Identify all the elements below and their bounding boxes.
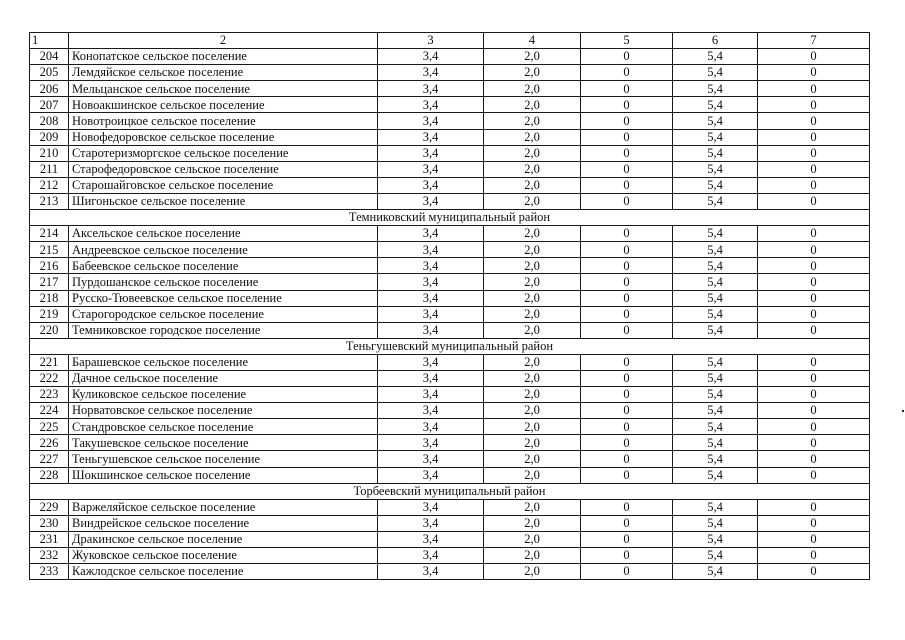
value-col-7: 0 [758, 467, 870, 483]
value-col-6: 5,4 [673, 290, 758, 306]
value-col-5: 0 [581, 548, 673, 564]
table-row [30, 97, 870, 113]
value-col-6: 5,4 [673, 161, 758, 177]
value-col-5: 0 [581, 403, 673, 419]
row-number: 222 [30, 370, 69, 386]
row-number: 229 [30, 499, 69, 515]
table-row [30, 113, 870, 129]
district-title: Теньгушевский муниципальный район [30, 338, 870, 354]
value-col-3: 3,4 [378, 290, 484, 306]
value-col-3: 3,4 [378, 387, 484, 403]
row-number: 221 [30, 354, 69, 370]
settlement-name: Русско-Тювеевское сельское поселение [69, 290, 378, 306]
value-col-5: 0 [581, 290, 673, 306]
value-col-6: 5,4 [673, 226, 758, 242]
value-col-7: 0 [758, 145, 870, 161]
header-cell-5: 5 [581, 33, 673, 49]
value-col-4: 2,0 [484, 113, 581, 129]
value-col-3: 3,4 [378, 354, 484, 370]
value-col-7: 0 [758, 97, 870, 113]
section-header-row [30, 338, 870, 354]
value-col-5: 0 [581, 306, 673, 322]
value-col-6: 5,4 [673, 451, 758, 467]
value-col-6: 5,4 [673, 306, 758, 322]
settlement-name: Стандровское сельское поселение [69, 419, 378, 435]
value-col-4: 2,0 [484, 145, 581, 161]
section-header-row [30, 483, 870, 499]
settlement-name: Дачное сельское поселение [69, 370, 378, 386]
table-header-row [30, 33, 870, 49]
value-col-5: 0 [581, 193, 673, 209]
value-col-4: 2,0 [484, 451, 581, 467]
value-col-7: 0 [758, 274, 870, 290]
scan-speck [902, 410, 904, 412]
header-cell-4: 4 [484, 33, 581, 49]
value-col-3: 3,4 [378, 161, 484, 177]
value-col-7: 0 [758, 290, 870, 306]
value-col-3: 3,4 [378, 564, 484, 580]
settlement-name: Новотроицкое сельское поселение [69, 113, 378, 129]
value-col-4: 2,0 [484, 499, 581, 515]
value-col-5: 0 [581, 467, 673, 483]
value-col-6: 5,4 [673, 193, 758, 209]
value-col-7: 0 [758, 531, 870, 547]
table-row [30, 290, 870, 306]
row-number: 210 [30, 145, 69, 161]
value-col-5: 0 [581, 515, 673, 531]
value-col-6: 5,4 [673, 354, 758, 370]
value-col-3: 3,4 [378, 515, 484, 531]
value-col-3: 3,4 [378, 97, 484, 113]
row-number: 207 [30, 97, 69, 113]
row-number: 206 [30, 81, 69, 97]
value-col-4: 2,0 [484, 193, 581, 209]
value-col-6: 5,4 [673, 274, 758, 290]
table-row [30, 145, 870, 161]
value-col-4: 2,0 [484, 419, 581, 435]
value-col-5: 0 [581, 113, 673, 129]
value-col-4: 2,0 [484, 467, 581, 483]
value-col-4: 2,0 [484, 306, 581, 322]
row-number: 219 [30, 306, 69, 322]
value-col-5: 0 [581, 435, 673, 451]
row-number: 213 [30, 193, 69, 209]
settlement-name: Шокшинское сельское поселение [69, 467, 378, 483]
value-col-5: 0 [581, 419, 673, 435]
value-col-5: 0 [581, 65, 673, 81]
row-number: 217 [30, 274, 69, 290]
settlement-name: Темниковское городское поселение [69, 322, 378, 338]
header-cell-7: 7 [758, 33, 870, 49]
value-col-6: 5,4 [673, 129, 758, 145]
table-row [30, 451, 870, 467]
value-col-3: 3,4 [378, 258, 484, 274]
section-header-row [30, 210, 870, 226]
value-col-3: 3,4 [378, 435, 484, 451]
value-col-6: 5,4 [673, 177, 758, 193]
settlement-name: Новофедоровское сельское поселение [69, 129, 378, 145]
settlement-name: Дракинское сельское поселение [69, 531, 378, 547]
settlement-name: Старошайговское сельское поселение [69, 177, 378, 193]
row-number: 208 [30, 113, 69, 129]
table-row [30, 65, 870, 81]
value-col-3: 3,4 [378, 451, 484, 467]
table-row [30, 274, 870, 290]
row-number: 220 [30, 322, 69, 338]
value-col-7: 0 [758, 193, 870, 209]
value-col-6: 5,4 [673, 531, 758, 547]
value-col-5: 0 [581, 274, 673, 290]
settlement-name: Мельцанское сельское поселение [69, 81, 378, 97]
table-row [30, 531, 870, 547]
value-col-4: 2,0 [484, 242, 581, 258]
value-col-3: 3,4 [378, 306, 484, 322]
settlement-name: Шигоньское сельское поселение [69, 193, 378, 209]
value-col-6: 5,4 [673, 403, 758, 419]
table-row [30, 242, 870, 258]
value-col-4: 2,0 [484, 97, 581, 113]
value-col-3: 3,4 [378, 65, 484, 81]
row-number: 230 [30, 515, 69, 531]
value-col-3: 3,4 [378, 548, 484, 564]
value-col-7: 0 [758, 242, 870, 258]
settlement-name: Новоакшинское сельское поселение [69, 97, 378, 113]
value-col-6: 5,4 [673, 387, 758, 403]
value-col-6: 5,4 [673, 467, 758, 483]
row-number: 231 [30, 531, 69, 547]
value-col-5: 0 [581, 226, 673, 242]
value-col-6: 5,4 [673, 81, 758, 97]
row-number: 205 [30, 65, 69, 81]
value-col-7: 0 [758, 129, 870, 145]
row-number: 233 [30, 564, 69, 580]
value-col-4: 2,0 [484, 435, 581, 451]
table-row [30, 467, 870, 483]
header-cell-1: 1 [30, 33, 69, 49]
value-col-7: 0 [758, 226, 870, 242]
row-number: 227 [30, 451, 69, 467]
row-number: 218 [30, 290, 69, 306]
value-col-3: 3,4 [378, 49, 484, 65]
value-col-6: 5,4 [673, 145, 758, 161]
value-col-7: 0 [758, 113, 870, 129]
value-col-7: 0 [758, 322, 870, 338]
settlement-name: Аксельское сельское поселение [69, 226, 378, 242]
value-col-5: 0 [581, 145, 673, 161]
value-col-4: 2,0 [484, 274, 581, 290]
value-col-6: 5,4 [673, 548, 758, 564]
settlement-name: Норватовское сельское поселение [69, 403, 378, 419]
row-number: 215 [30, 242, 69, 258]
value-col-4: 2,0 [484, 81, 581, 97]
table-row [30, 306, 870, 322]
row-number: 223 [30, 387, 69, 403]
value-col-4: 2,0 [484, 387, 581, 403]
settlement-name: Теньгушевское сельское поселение [69, 451, 378, 467]
value-col-7: 0 [758, 177, 870, 193]
value-col-7: 0 [758, 451, 870, 467]
value-col-3: 3,4 [378, 322, 484, 338]
header-cell-2: 2 [69, 33, 378, 49]
row-number: 204 [30, 49, 69, 65]
value-col-6: 5,4 [673, 49, 758, 65]
table-row [30, 419, 870, 435]
settlement-name: Виндрейское сельское поселение [69, 515, 378, 531]
value-col-5: 0 [581, 242, 673, 258]
row-number: 209 [30, 129, 69, 145]
row-number: 224 [30, 403, 69, 419]
value-col-7: 0 [758, 548, 870, 564]
table-row [30, 226, 870, 242]
settlement-name: Лемдяйское сельское поселение [69, 65, 378, 81]
value-col-7: 0 [758, 306, 870, 322]
value-col-3: 3,4 [378, 81, 484, 97]
value-col-6: 5,4 [673, 370, 758, 386]
header-cell-3: 3 [378, 33, 484, 49]
value-col-7: 0 [758, 81, 870, 97]
value-col-6: 5,4 [673, 515, 758, 531]
value-col-7: 0 [758, 403, 870, 419]
value-col-5: 0 [581, 258, 673, 274]
settlement-name: Андреевское сельское поселение [69, 242, 378, 258]
value-col-4: 2,0 [484, 515, 581, 531]
value-col-5: 0 [581, 370, 673, 386]
value-col-5: 0 [581, 97, 673, 113]
value-col-5: 0 [581, 564, 673, 580]
settlement-name: Пурдошанское сельское поселение [69, 274, 378, 290]
table-row [30, 354, 870, 370]
table-row [30, 370, 870, 386]
table-row [30, 515, 870, 531]
value-col-4: 2,0 [484, 354, 581, 370]
value-col-3: 3,4 [378, 177, 484, 193]
value-col-5: 0 [581, 531, 673, 547]
value-col-7: 0 [758, 564, 870, 580]
value-col-7: 0 [758, 258, 870, 274]
value-col-5: 0 [581, 451, 673, 467]
value-col-7: 0 [758, 49, 870, 65]
value-col-5: 0 [581, 354, 673, 370]
value-col-7: 0 [758, 515, 870, 531]
value-col-6: 5,4 [673, 435, 758, 451]
table-row [30, 499, 870, 515]
value-col-7: 0 [758, 370, 870, 386]
value-col-4: 2,0 [484, 258, 581, 274]
value-col-4: 2,0 [484, 403, 581, 419]
value-col-3: 3,4 [378, 226, 484, 242]
settlement-name: Жуковское сельское поселение [69, 548, 378, 564]
value-col-6: 5,4 [673, 322, 758, 338]
value-col-4: 2,0 [484, 322, 581, 338]
table-row [30, 322, 870, 338]
table-row [30, 177, 870, 193]
value-col-5: 0 [581, 177, 673, 193]
value-col-5: 0 [581, 499, 673, 515]
value-col-6: 5,4 [673, 97, 758, 113]
value-col-4: 2,0 [484, 531, 581, 547]
value-col-7: 0 [758, 354, 870, 370]
value-col-4: 2,0 [484, 49, 581, 65]
value-col-4: 2,0 [484, 564, 581, 580]
row-number: 212 [30, 177, 69, 193]
value-col-7: 0 [758, 65, 870, 81]
value-col-4: 2,0 [484, 370, 581, 386]
row-number: 232 [30, 548, 69, 564]
value-col-5: 0 [581, 322, 673, 338]
value-col-3: 3,4 [378, 193, 484, 209]
settlement-name: Варжеляйское сельское поселение [69, 499, 378, 515]
value-col-6: 5,4 [673, 113, 758, 129]
settlement-name: Старогородское сельское поселение [69, 306, 378, 322]
district-title: Темниковский муниципальный район [30, 210, 870, 226]
settlement-name: Кажлодское сельское поселение [69, 564, 378, 580]
value-col-7: 0 [758, 419, 870, 435]
value-col-6: 5,4 [673, 419, 758, 435]
row-number: 216 [30, 258, 69, 274]
table-row [30, 193, 870, 209]
settlements-table [29, 32, 870, 580]
value-col-6: 5,4 [673, 258, 758, 274]
table-row [30, 161, 870, 177]
value-col-3: 3,4 [378, 113, 484, 129]
value-col-4: 2,0 [484, 65, 581, 81]
value-col-3: 3,4 [378, 242, 484, 258]
settlement-name: Такушевское сельское поселение [69, 435, 378, 451]
settlement-name: Конопатское сельское поселение [69, 49, 378, 65]
value-col-7: 0 [758, 161, 870, 177]
settlement-name: Старотеризморгское сельское поселение [69, 145, 378, 161]
value-col-6: 5,4 [673, 564, 758, 580]
value-col-6: 5,4 [673, 65, 758, 81]
value-col-4: 2,0 [484, 161, 581, 177]
table-row [30, 387, 870, 403]
row-number: 225 [30, 419, 69, 435]
row-number: 214 [30, 226, 69, 242]
row-number: 226 [30, 435, 69, 451]
value-col-3: 3,4 [378, 403, 484, 419]
value-col-4: 2,0 [484, 290, 581, 306]
settlement-name: Бабеевское сельское поселение [69, 258, 378, 274]
table-row [30, 564, 870, 580]
value-col-7: 0 [758, 387, 870, 403]
value-col-4: 2,0 [484, 177, 581, 193]
value-col-5: 0 [581, 81, 673, 97]
value-col-3: 3,4 [378, 145, 484, 161]
value-col-3: 3,4 [378, 419, 484, 435]
table-row [30, 548, 870, 564]
table-row [30, 403, 870, 419]
value-col-4: 2,0 [484, 548, 581, 564]
value-col-3: 3,4 [378, 499, 484, 515]
settlement-name: Старофедоровское сельское поселение [69, 161, 378, 177]
header-cell-6: 6 [673, 33, 758, 49]
table-row [30, 81, 870, 97]
value-col-3: 3,4 [378, 370, 484, 386]
value-col-3: 3,4 [378, 274, 484, 290]
settlement-name: Барашевское сельское поселение [69, 354, 378, 370]
value-col-6: 5,4 [673, 242, 758, 258]
value-col-5: 0 [581, 129, 673, 145]
value-col-3: 3,4 [378, 531, 484, 547]
value-col-3: 3,4 [378, 467, 484, 483]
value-col-3: 3,4 [378, 129, 484, 145]
value-col-7: 0 [758, 435, 870, 451]
table-row [30, 435, 870, 451]
row-number: 211 [30, 161, 69, 177]
row-number: 228 [30, 467, 69, 483]
table-row [30, 258, 870, 274]
value-col-7: 0 [758, 499, 870, 515]
table-row [30, 129, 870, 145]
value-col-5: 0 [581, 387, 673, 403]
value-col-4: 2,0 [484, 226, 581, 242]
value-col-5: 0 [581, 49, 673, 65]
value-col-4: 2,0 [484, 129, 581, 145]
table-row [30, 49, 870, 65]
value-col-6: 5,4 [673, 499, 758, 515]
district-title: Торбеевский муниципальный район [30, 483, 870, 499]
settlement-name: Куликовское сельское поселение [69, 387, 378, 403]
value-col-5: 0 [581, 161, 673, 177]
